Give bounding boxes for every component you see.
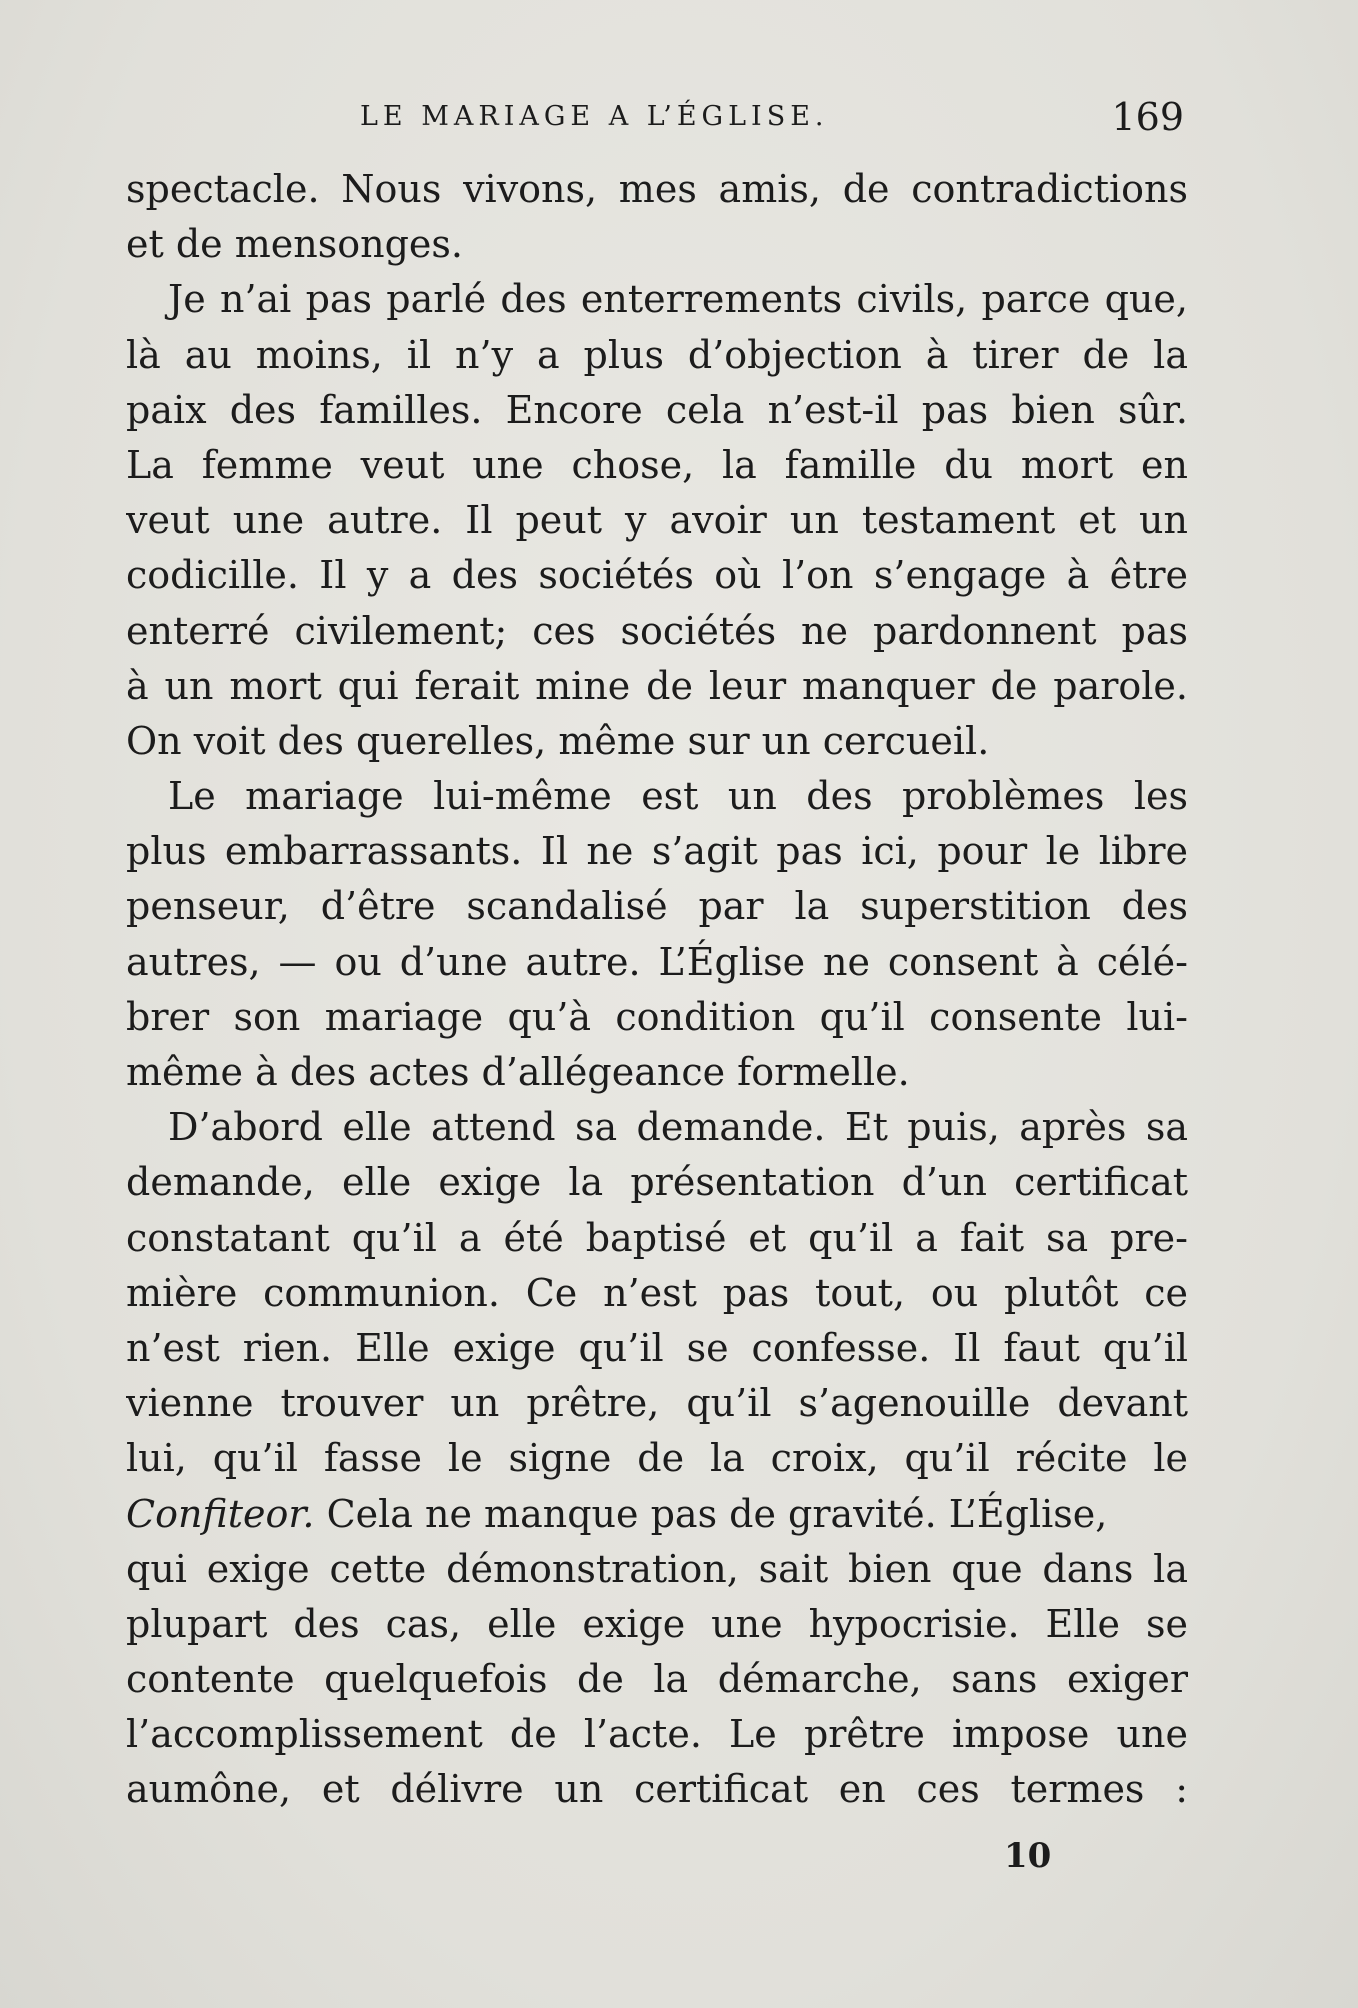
text-line: et de mensonges. — [126, 222, 463, 267]
page-header — [126, 95, 1186, 145]
italic-word: Confiteor. — [126, 1491, 315, 1536]
running-title: LE MARIAGE A L’ÉGLISE. — [360, 101, 829, 132]
body-text — [126, 162, 1188, 1818]
text-line: plupart des cas, elle exige une hypocrisie. Elle se — [126, 1601, 1188, 1646]
text-line-mixed — [126, 1487, 1188, 1542]
text-line: brer son mariage qu’à condition qu’il consente lui- — [126, 994, 1188, 1039]
text-line: vienne trouver un prêtre, qu’il s’agenouille devant — [126, 1381, 1188, 1426]
text-line: mière communion. Ce n’est pas tout, ou plutôt ce — [126, 1270, 1188, 1315]
text-line: On voit des querelles, même sur un cercueil. — [126, 718, 990, 763]
text-line: à un mort qui ferait mine de leur manquer de parole. — [126, 663, 1188, 708]
text-line: penseur, d’être scandalisé par la superstition des — [126, 884, 1188, 929]
text-line: lui, qu’il fasse le signe de la croix, qu’il récite le — [126, 1436, 1188, 1481]
text-line: n’est rien. Elle exige qu’il se confesse. Il faut qu’il — [126, 1325, 1188, 1370]
text-line: qui exige cette démonstration, sait bien que dans la — [126, 1546, 1188, 1591]
text-line: aumône, et délivre un certificat en ces termes : — [126, 1767, 1188, 1812]
text-line: Je n’ai pas parlé des enterrements civils, parce que, — [168, 277, 1188, 322]
text-line: là au moins, il n’y a plus d’objection à tirer de la — [126, 332, 1188, 377]
text-line: demande, elle exige la présentation d’un certificat — [126, 1160, 1188, 1205]
text-line: codicille. Il y a des sociétés où l’on s’engage à être — [126, 553, 1188, 598]
text-line: l’accomplissement de l’acte. Le prêtre impose une — [126, 1712, 1188, 1757]
text-line: La femme veut une chose, la famille du mort en — [126, 442, 1188, 487]
signature-mark: 10 — [1004, 1836, 1052, 1876]
text-line: constatant qu’il a été baptisé et qu’il a fait sa pre- — [126, 1215, 1188, 1260]
page-number: 169 — [1111, 95, 1184, 139]
text-line: autres, — ou d’une autre. L’Église ne consent à célé- — [126, 939, 1188, 984]
text-line: plus embarrassants. Il ne s’agit pas ici, pour le libre — [126, 829, 1188, 874]
text-line: spectacle. Nous vivons, mes amis, de contradictions — [126, 167, 1188, 211]
text-line: enterré civilement; ces sociétés ne pardonnent pas — [126, 608, 1188, 653]
text-line: contente quelquefois de la démarche, sans exiger — [126, 1657, 1188, 1702]
text-line: veut une autre. Il peut y avoir un testament et un — [126, 498, 1188, 543]
text-line: D’abord elle attend sa demande. Et puis, après sa — [168, 1105, 1188, 1150]
text-line: Le mariage lui-même est un des problèmes les — [168, 774, 1188, 819]
text-line: même à des actes d’allégeance formelle. — [126, 1050, 910, 1094]
text-line-rest: Cela ne manque pas de gravité. L’Église, — [314, 1491, 1108, 1536]
text-line: paix des familles. Encore cela n’est-il pas bien sûr. — [126, 387, 1188, 432]
